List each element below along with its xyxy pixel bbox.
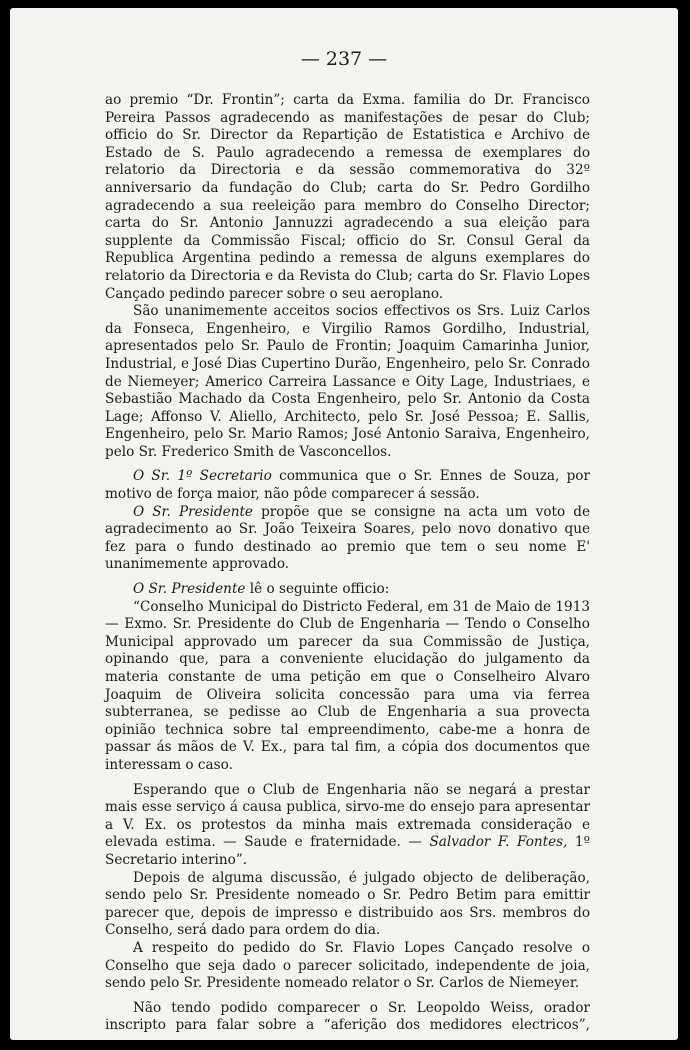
paragraph-correspondence: ao premio “Dr. Frontin”; carta da Exma. familia do Dr. Francisco Pereira Passos agradecendo as manifestações de pesar do Club; officio do Sr. Director da Repartição de Estatistica e Archivo de Estado de S. Paulo agradecendo a remessa de exemplares do relatorio da Directoria e da sessão commemorativa do 32º anniversario da fundação do Club; carta do Sr. Pedro Gordilho agradecendo a sua reeleição para membro do Conselho Director; carta do Sr. Antonio Jannuzzi agradecendo a sua eleição para supplente da Commissão Fiscal; officio do Sr. Consul Geral da Republica Argentina pedindo a remessa de alguns exemplares do relatorio da Directoria e da Revista do Club; carta do Sr. Flavio Lopes Cançado pedindo parecer sobre o seu aeroplano. (105, 92, 590, 302)
paragraph-president-proposal (105, 504, 590, 574)
document-page (10, 8, 678, 1040)
paragraph-official-letter: “Conselho Municipal do Districto Federal, em 31 de Maio de 1913 — Exmo. Sr. Presidente do Club de Engenharia — Tendo o Conselho Municipal approvado um parecer da sua Commissão de Justiça, opinando que, para a conveniente elucidação do julgamento da materia constante de uma petição em que o Conselheiro Alvaro Joaquim de Oliveira solicita concessão para uma via ferrea subterranea, se pedisse ao Club de Engenharia a sua provecta opinião technica sobre tal empreendimento, cabe-me a honra de passar ás mãos de V. Ex., para tal fim, a cópia dos documentos que interessam o caso. (105, 598, 591, 773)
signature-name: Salvador F. Fontes, (429, 834, 568, 851)
paragraph-deliberation: Depois de alguma discussão, é julgado objecto de deliberação, sendo pelo Sr. Presidente nomeado o Sr. Pedro Betim para emittir parecer que, depois de impresso e distribuido aos Srs. membros do Conselho, será dado para ordem do dia. (105, 869, 590, 939)
paragraph-letter-closing (105, 782, 590, 870)
paragraph-new-members: São unanimemente acceitos socios effectivos os Srs. Luiz Carlos da Fonseca, Engenheiro, e Virgilio Ramos Gordilho, Industrial, apresentados pelo Sr. Paulo de Frontin; Joaquim Camarinha Junior, Industrial, e José Dias Cupertino Durão, Engenheiro, pelo Sr. Conrado de Niemeyer; Americo Carreira Lassance e Oity Lage, Industriaes, e Sebastião Machado da Costa Engenheiro, pelo Sr. Antonio da Costa Lage; Affonso V. Aliello, Architecto, pelo Sr. José Pessoa; E. Sallis, Engenheiro, pelo Sr. Mario Ramos; José Antonio Saraiva, Engenheiro, pelo Sr. Frederico Smith de Vasconcellos. (105, 303, 590, 460)
paragraph-president-reads (105, 581, 590, 599)
speaker-label: O Sr. Presidente (133, 581, 246, 598)
paragraph-cancado-request: A respeito do pedido do Sr. Flavio Lopes Cançado resolve o Conselho que seja dado o parecer solicitado, independente de joia, sendo pelo Sr. Presidente nomeado relator o Sr. Carlos de Niemeyer. (105, 939, 590, 992)
speaker-label: O Sr. 1º Secretario (133, 468, 272, 485)
paragraph-text: propõe que se consigne na acta um voto de agradecimento ao Sr. João Teixeira Soares, pelo novo donativo que fez para o fundo destinado ao premio que tem o seu nome E' unanimemente approvado. (105, 503, 591, 573)
speaker-label: O Sr. Presidente (133, 503, 253, 520)
paragraph-text: lê o seguinte officio: (245, 581, 390, 598)
paragraph-secretary (105, 468, 590, 503)
paragraph-text: communica que o Sr. Ennes de Souza, por motivo de força maior, não pôde comparecer á sessão. (105, 468, 590, 503)
page-number: — 237 — (300, 48, 388, 70)
paragraph-text-after: 1º Secretario interino”. (105, 834, 590, 868)
paragraph-weiss: Não tendo podido comparecer o Sr. Leopoldo Weiss, orador inscripto para falar sobre a “aferição dos medidores electricos”, (105, 999, 590, 1034)
paragraph-text: Esperando que o Club de Engenharia não se negará a prestar mais esse serviço á causa publica, sirvo-me do ensejo para apresentar a V. Ex. os protestos da minha mais extremada consideração e elevada estima. — Saude e fraternidade. — (105, 781, 590, 851)
body-text (105, 92, 590, 1035)
